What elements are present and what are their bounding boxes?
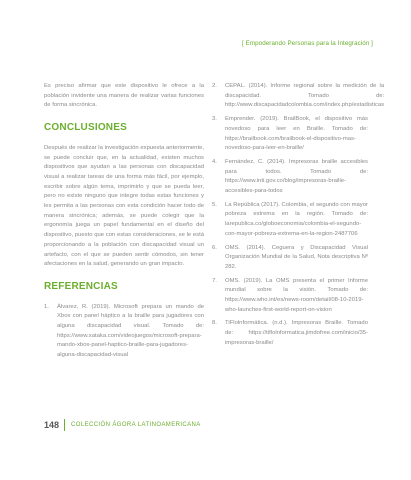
reference-item <box>212 82 385 111</box>
publication-title: COLECCIÓN ÁGORA LATINOAMERICANA <box>71 422 201 428</box>
page-number: 148 <box>44 420 60 430</box>
reference-item <box>44 303 204 361</box>
reference-text: OMS. (2019). La OMS presenta el primer Informe mundial sobre la visión. Tomado de: https://www.who.int/es/news-room/detail/08-10-2019-who-launches-first-world-report-on-vision <box>225 277 368 313</box>
references-heading: REFERENCIAS <box>44 280 118 292</box>
left-column <box>44 82 204 365</box>
reference-item <box>212 319 368 348</box>
footer-divider <box>64 419 65 431</box>
reference-number: 5. <box>212 201 217 208</box>
reference-text: CEPAL. (2014). Informe regional sobre la medición de la discapacidad. Tomado de: http://www.discapacidadcolombia.com/index.php/estadisticas <box>225 83 385 109</box>
reference-number: 1. <box>44 303 49 310</box>
intro-paragraph: Es preciso afirmar que este dispositivo le ofrece a la población invidente una manera de realizar varias funciones de forma sincrónica. <box>44 83 204 109</box>
reference-item <box>212 277 368 316</box>
page-footer <box>44 419 201 431</box>
reference-item <box>212 158 368 197</box>
reference-text: Álvarez, R. (2019). Microsoft prepara un mando de Xbox con panel háptico a la braille para jugadores con alguna discapacidad visual. Tomado de: https://www.xataka.com/videojuegos/microsoft-prepara-mando-xbox-panel-haptico-braille-para-jugadores-alguna-discapacidad-visual <box>57 303 204 359</box>
reference-text: OMS. (2014). Ceguera y Discapacidad Visual Organización Mundial de la Salud, Nota descriptiva Nº 282. <box>225 244 368 270</box>
reference-text: La República (2017). Colombia, el segundo con mayor pobreza extrema en la región. Tomado de: larepublica.co/globoeconomia/colombia-el-segundo-con-mayor-pobreza-extrema-en-la-region-2487706 <box>225 201 368 237</box>
reference-number: 2. <box>212 83 217 89</box>
reference-number: 4. <box>212 158 217 165</box>
conclusions-paragraph: Después de realizar la investigación expuesta anteriormente, se puede concluir que, en la actualidad, existen muchos dispositivos que ayudan a las personas con discapacidad visual a realizar tareas de una forma más fácil, por ejemplo, escribir sobre algún tema, imprimirlo y que se pueda leer, pero no existe ninguno que integre todas estas funciones y les permita a las personas con esta condición hacer todo de manera sincrónica; además, se puede colegir que la ergonomía juega un papel fundamental en el diseño del dispositivo, puesto que con estas consideraciones, se le está proporcionando a la población con discapacidad visual un artefacto, con el que se pueden sentir cómodos, sin tener afectaciones en la salud, generando un gran impacto. <box>44 144 204 268</box>
right-column <box>212 82 385 353</box>
reference-text: Emprender. (2019). BrailBook, el dispositivo más novedoso para leer en Braille. Tomado de: https://brailbook.com/brailbook-el-dispositivo-mas-novedoso-para-leer-en-braille/ <box>225 116 368 152</box>
reference-item <box>212 244 368 273</box>
reference-item <box>212 201 368 240</box>
reference-number: 6. <box>212 244 217 251</box>
reference-text: TiFlolnformática. (n.d.). Impresoras Braille. Tomado de: https://tiflolnformatica.jimdofree.com/inicio/35-impresoras-braille/ <box>225 320 368 346</box>
reference-number: 8. <box>212 320 217 327</box>
reference-number: 3. <box>212 116 217 123</box>
running-header: [ Empoderando Personas para la Integración ] <box>242 40 373 47</box>
reference-number: 7. <box>212 277 217 284</box>
reference-item <box>212 115 368 154</box>
reference-text: Fernández, C. (2014). Impresoras braille accesibles para todos. Tomado de: https://www.inti.gov.co/blog/impresoras-braille-accesibles-para-todos <box>225 158 368 195</box>
conclusions-heading: CONCLUSIONES <box>44 122 127 134</box>
